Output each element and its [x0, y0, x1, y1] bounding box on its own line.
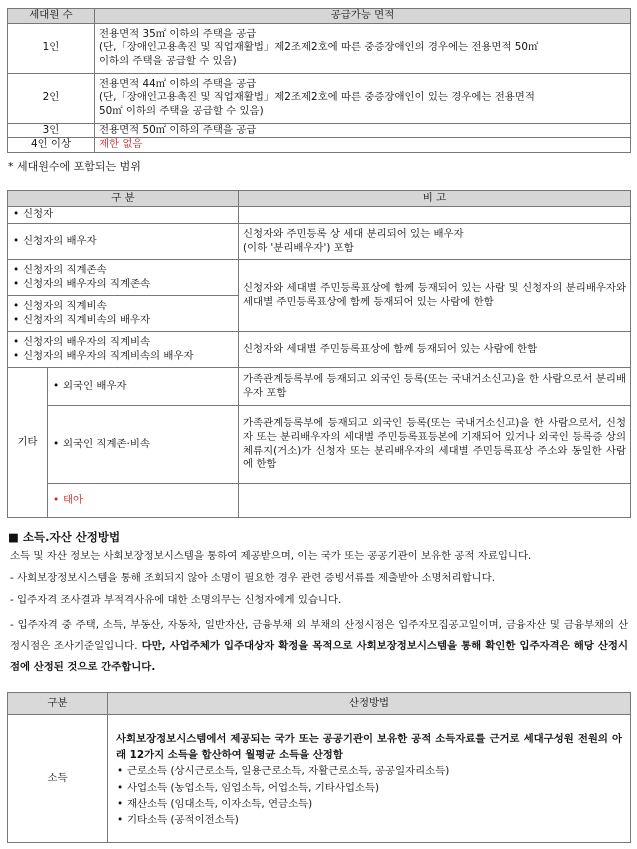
table-row — [8, 406, 631, 484]
supply-area — [95, 23, 631, 73]
income-calculation-table — [7, 692, 631, 843]
remarks-cell: 가족관계등록부에 등재되고 외국인 등록(또는 국내거소신고)을 한 사람으로서, 신청자 또는 분리배우자의 세대별 주민등록표등본에 기재되어 있거나 외국인 등록증 상의 체류지(거소)가 신청자 또는 분리배우자의 세대별 주민등록표상 주소와 동일한 사람에 한함 — [239, 406, 631, 484]
category-label: • 외국인 배우자 — [52, 380, 234, 394]
area-line: 이하의 주택을 공급할 수 있음) — [99, 54, 237, 67]
header-category: 구분 — [8, 693, 108, 715]
remarks-cell — [239, 484, 631, 518]
category-label: • 신청자의 배우자의 직계존속 — [12, 278, 234, 292]
area-line: (단,「장애인고용촉진 및 직업재활법」제2조제2호에 따른 중증장애인이 있는 경우에는 전용면적 — [99, 91, 535, 104]
list-item-bold-text: 다만, 사업주체가 입주대상자 확정을 목적으로 사회보장정보시스템을 통해 확인한 입주자격은 해당 산정시점에 산정된 것으로 간주합니다. — [10, 640, 628, 673]
supply-area — [95, 73, 631, 123]
table-row — [8, 260, 631, 296]
income-item: • 사업소득 (농업소득, 임업소득, 어업소득, 기타사업소득) — [116, 780, 622, 796]
category-label: • 신청자의 직계비속의 배우자 — [12, 314, 234, 328]
table-row — [8, 207, 631, 224]
list-item — [10, 615, 628, 678]
remarks-cell — [239, 207, 631, 224]
income-item: • 근로소득 (상시근로소득, 일용근로소득, 자활근로소득, 공공일자리소득) — [116, 763, 622, 779]
category-label: • 신청자 — [12, 208, 234, 222]
remarks-cell: 신청자와 세대별 주민등록표상에 함께 등재되어 있는 사람에 한함 — [239, 332, 631, 368]
remarks-cell: 가족관계등록부에 등재되고 외국인 등록(또는 국내거소신고)을 한 사람으로서 분리배우자 포함 — [239, 368, 631, 406]
list-item: - 입주자격 조사결과 부적격사유에 대한 소명의무는 신청자에게 있습니다. — [10, 594, 342, 606]
method-description: 사회보장정보시스템에서 제공되는 국가 또는 공공기관이 보유한 공적 소득자료를 근거로 세대구성원 전원의 아래 12가지 소득을 합산하여 월평균 소득을 산정함 — [116, 733, 622, 762]
category-label: • 신청자의 배우자의 직계비속의 배우자 — [12, 350, 234, 364]
table-row — [8, 368, 631, 406]
table-row — [8, 484, 631, 518]
income-item: • 재산소득 (임대소득, 이자소득, 연금소득) — [116, 796, 622, 812]
category-label: • 신청자의 직계존속 — [12, 264, 234, 278]
supply-area: 제한 없음 — [95, 138, 631, 153]
category-label: • 태아 — [52, 494, 234, 508]
table-row — [8, 123, 631, 138]
remarks-cell: 신청자와 세대별 주민등록표상에 함께 등재되어 있는 사람 및 신청자의 분리배우자와 세대별 주민등록표상에 함께 등재되어 있는 사람에 한함 — [239, 260, 631, 332]
category-label: • 신청자의 배우자 — [12, 235, 234, 249]
intro-text: 소득 및 자산 정보는 사회보장정보시스템을 통하여 제공받으며, 이는 국가 또는 공공기관이 보유한 공적 자료입니다. — [10, 550, 532, 562]
header-category: 구 분 — [8, 191, 239, 207]
remarks-cell — [239, 224, 631, 260]
table-row — [8, 715, 631, 843]
category-label: • 외국인 직계존·비속 — [52, 438, 234, 452]
section-title: ■ 소득.자산 산정방법 — [8, 530, 121, 544]
table-row — [8, 224, 631, 260]
area-line: (단,「장애인고용촉진 및 직업재활법」제2조제2호에 따른 중증장애인의 경우에는 전용면적 50㎡ — [99, 41, 539, 54]
etc-label: 기타 — [8, 368, 48, 518]
area-line: 전용면적 44㎡ 이하의 주택을 공급 — [99, 77, 257, 90]
area-line: 50㎡ 이하의 주택을 공급할 수 있음) — [99, 104, 264, 117]
household-count: 3인 — [8, 123, 95, 138]
remark-line: (이하 '분리배우자') 포함 — [243, 241, 354, 254]
household-count: 1인 — [8, 23, 95, 73]
row-label: 소득 — [8, 715, 108, 843]
remark-line: 신청자와 주민등록 상 세대 분리되어 있는 배우자 — [243, 227, 464, 240]
header-method: 산정방법 — [108, 693, 631, 715]
list-item: - 사회보장정보시스템을 통해 조회되지 않아 소명이 필요한 경우 관련 증빙서류를 제출받아 소명처리합니다. — [10, 572, 496, 584]
supply-area: 전용면적 50㎡ 이하의 주택을 공급 — [95, 123, 631, 138]
income-item: • 기타소득 (공적이전소득) — [116, 812, 622, 828]
category-label: • 신청자의 배우자의 직계비속 — [12, 336, 234, 350]
area-line: 전용면적 35㎡ 이하의 주택을 공급 — [99, 27, 257, 40]
table-row — [8, 138, 631, 153]
list-item-text: - 입주자격 중 주택, 소득, 부동산, 자동차, 일반자산, 금융부채 외 부채의 산정시점은 입주자모집공고일이며, 금융자산 및 금융부채의 산정시점은 조사기준일입니다. — [10, 619, 628, 652]
table-row — [8, 73, 631, 123]
note-title: * 세대원수에 포함되는 범위 — [8, 160, 141, 173]
household-area-table — [7, 8, 631, 153]
header-supply-area: 공급가능 면적 — [95, 9, 631, 24]
household-member-scope-table — [7, 190, 631, 518]
header-remarks: 비 고 — [239, 191, 631, 207]
method-cell — [108, 715, 631, 843]
household-count: 2인 — [8, 73, 95, 123]
header-household-count: 세대원 수 — [8, 9, 95, 24]
table-row — [8, 23, 631, 73]
household-count: 4인 이상 — [8, 138, 95, 153]
table-row — [8, 332, 631, 368]
category-label: • 신청자의 직계비속 — [12, 300, 234, 314]
